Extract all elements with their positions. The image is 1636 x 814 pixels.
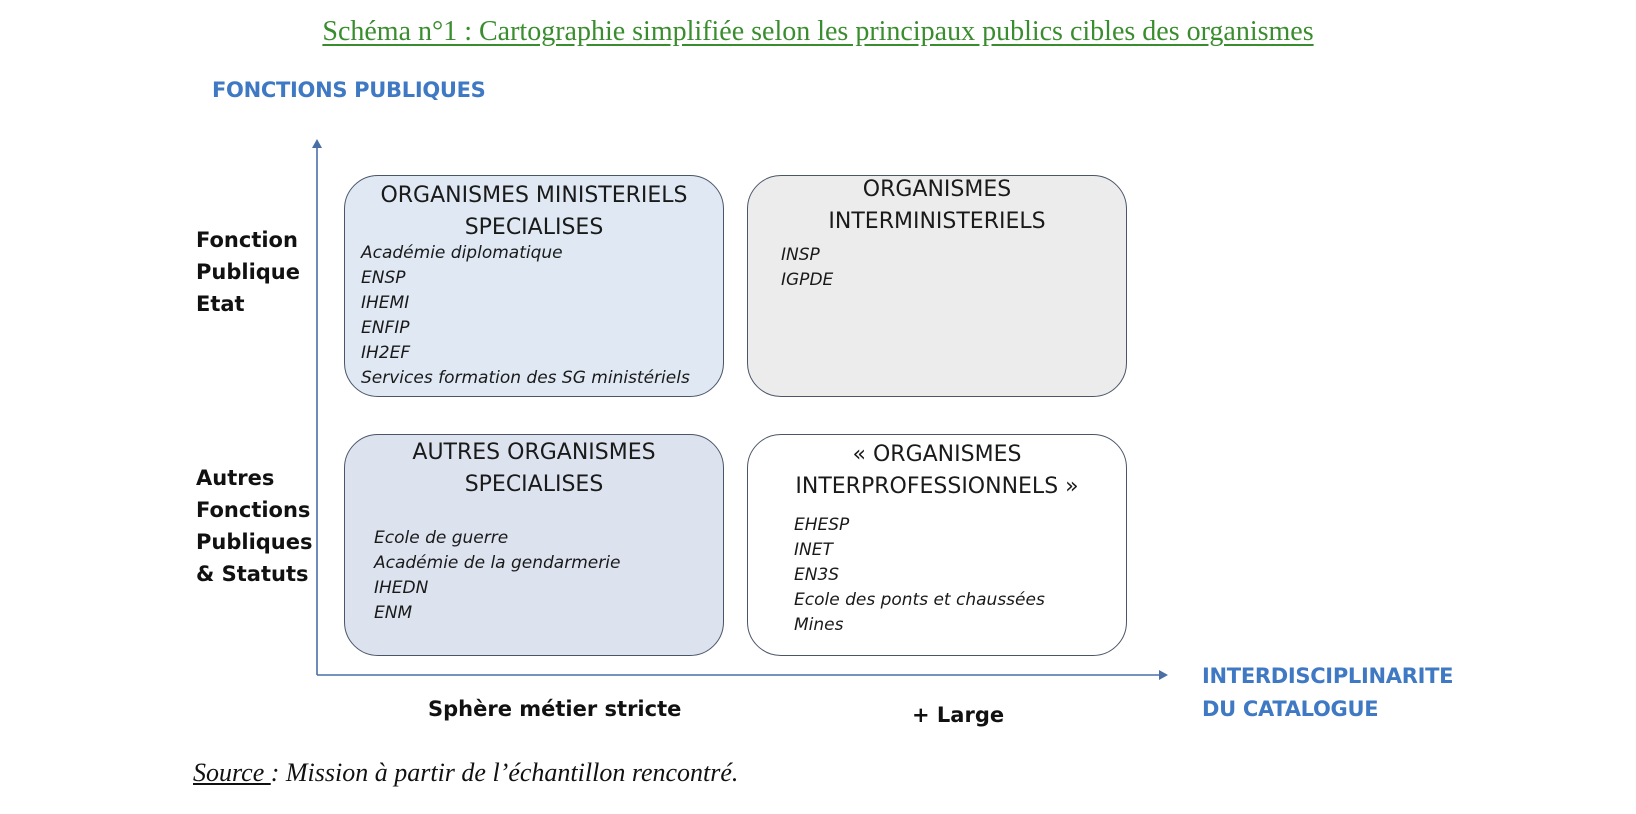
quadrant-title	[748, 439, 1126, 503]
organism-list	[361, 241, 690, 391]
list-item: EN3S	[794, 565, 840, 585]
x-axis-label-line: DU CATALOGUE	[1202, 697, 1379, 721]
list-item: Ecole des ponts et chaussées	[794, 590, 1045, 610]
quadrant-title-line: ORGANISMES MINISTERIELS	[380, 183, 688, 208]
list-item: Académie diplomatique	[361, 243, 563, 263]
list-item: Ecole de guerre	[374, 528, 509, 548]
list-item: INSP	[781, 245, 820, 265]
diagram-title: Schéma n°1 : Cartographie simplifiée selon les principaux publics cibles des organismes	[322, 16, 1314, 47]
x-axis-arrowhead	[1159, 670, 1168, 680]
list-item: ENM	[374, 603, 413, 623]
row-label-line: Etat	[196, 292, 245, 316]
quadrant-interprofessionnels	[747, 434, 1127, 656]
x-axis-label-line: INTERDISCIPLINARITE	[1202, 664, 1454, 688]
source-label: Source	[193, 758, 271, 787]
list-item: IH2EF	[361, 343, 411, 363]
quadrant-title	[748, 174, 1126, 238]
list-item: IGPDE	[781, 270, 834, 290]
quadrant-title-line: INTERMINISTERIELS	[828, 209, 1046, 234]
source-note	[193, 758, 738, 788]
list-item: EHESP	[794, 515, 850, 535]
quadrant-title-line: SPECIALISES	[464, 472, 604, 497]
quadrant-ministeriels-specialises	[344, 175, 724, 397]
source-text: : Mission à partir de l’échantillon rencontré.	[270, 758, 739, 787]
column-label-sphere-metier: Sphère métier stricte	[428, 697, 682, 721]
organism-list	[794, 513, 1045, 638]
y-axis-label: FONCTIONS PUBLIQUES	[212, 78, 486, 102]
quadrant-title-line: ORGANISMES	[862, 177, 1012, 202]
row-label-line: Fonction	[196, 228, 298, 252]
list-item: Académie de la gendarmerie	[374, 553, 621, 573]
quadrant-title-line: SPECIALISES	[464, 215, 604, 240]
column-label-large: + Large	[912, 703, 1005, 727]
list-item: IHEMI	[361, 293, 410, 313]
row-label-line: Fonctions	[196, 498, 311, 522]
row-label-line: Autres	[196, 466, 275, 490]
list-item: IHEDN	[374, 578, 429, 598]
list-item: Services formation des SG ministériels	[361, 368, 690, 388]
row-label-autres-fonctions	[196, 462, 313, 590]
quadrant-autres-specialises	[344, 434, 724, 656]
quadrant-title	[345, 180, 723, 244]
quadrant-title-line: AUTRES ORGANISMES	[412, 440, 656, 465]
x-axis-label	[1202, 660, 1453, 726]
quadrant-title	[345, 437, 723, 501]
quadrant-title-line: INTERPROFESSIONNELS »	[795, 474, 1079, 499]
list-item: ENSP	[361, 268, 406, 288]
row-label-line: & Statuts	[196, 562, 309, 586]
organism-list	[374, 526, 620, 626]
list-item: ENFIP	[361, 318, 410, 338]
organism-list	[781, 243, 833, 293]
y-axis-arrowhead	[312, 139, 322, 148]
list-item: INET	[794, 540, 833, 560]
quadrant-title-line: « ORGANISMES	[852, 442, 1022, 467]
quadrant-interministeriels	[747, 175, 1127, 397]
row-label-line: Publique	[196, 260, 300, 284]
list-item: Mines	[794, 615, 844, 635]
row-label-line: Publiques	[196, 530, 313, 554]
row-label-fonction-publique-etat	[196, 224, 300, 320]
